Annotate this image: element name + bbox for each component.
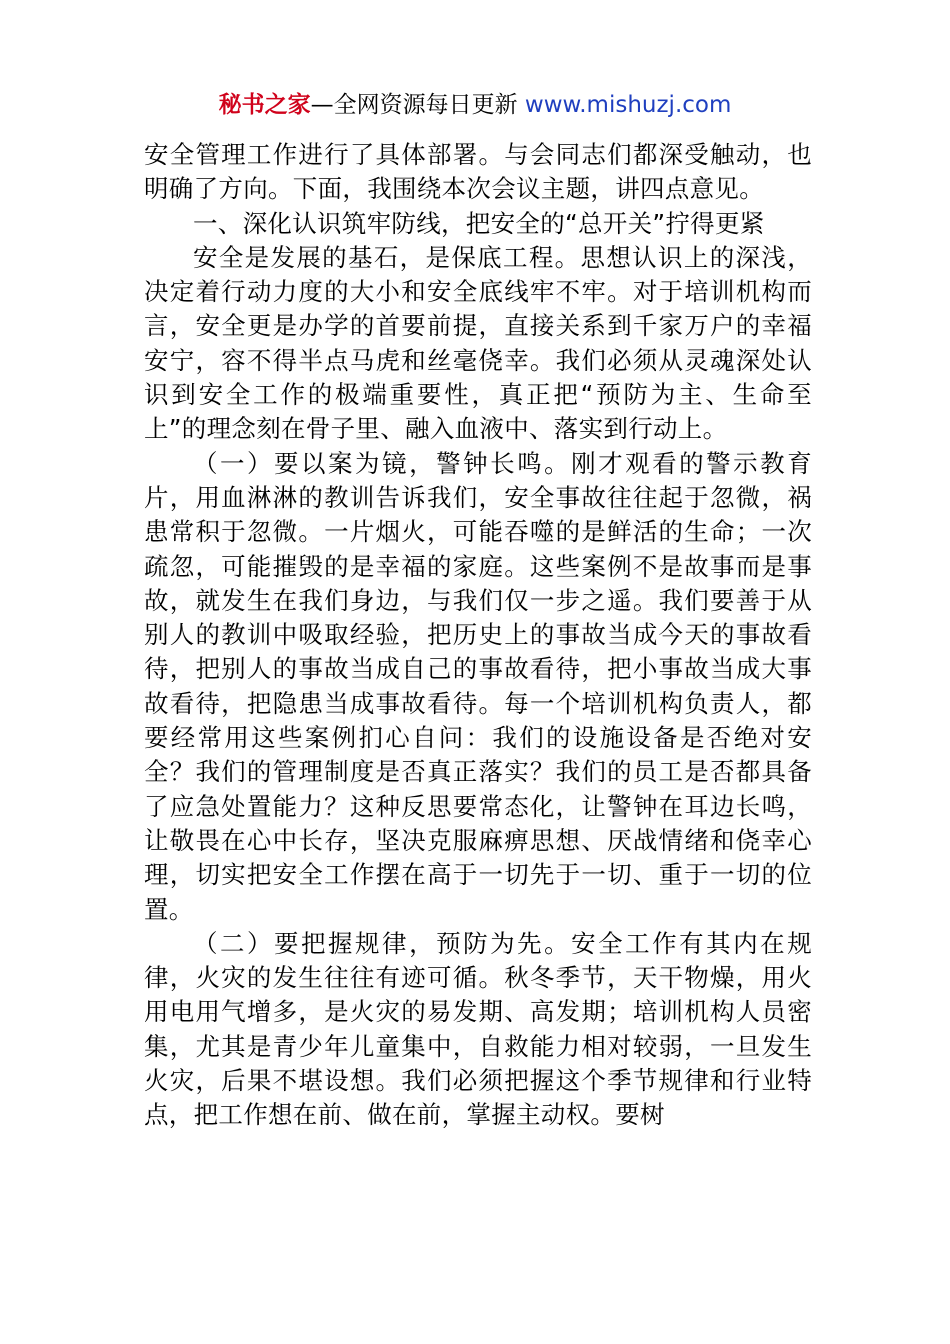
paragraph: 安全是发展的基石，是保底工程。思想认识上的深浅，决定着行动力度的大小和安全底线牢不牢。对于培训机构而言，安全更是办学的首要前提，直接关系到千家万户的幸福安宁，容不得半点马虎和丝毫侥幸。我们必须从灵魂深处认识到安全工作的极端重要性，真正把“预防为主、生命至上”的理念刻在骨子里、融入血液中、落实到行动上。 [144,242,812,444]
brand-name: 秘书之家 [218,92,311,118]
paragraph: （二）要把握规律，预防为先。安全工作有其内在规律，火灾的发生往往有迹可循。秋冬季节，天干物燥，用火用电用气增多，是火灾的易发期、高发期；培训机构人员密集，尤其是青少年儿童集中，自救能力相对较弱，一旦发生火灾，后果不堪设想。我们必须把握这个季节规律和行业特点，把工作想在前、做在前，掌握主动权。要树 [144,928,812,1130]
document-body [144,138,812,1133]
paragraph-continuation: 安全管理工作进行了具体部署。与会同志们都深受触动，也明确了方向。下面，我围绕本次会议主题，讲四点意见。 [144,140,812,204]
section-heading: 一、深化认识筑牢防线，把安全的“总开关”拧得更紧 [193,208,765,238]
page-header [0,88,950,122]
header-tagline: —全网资源每日更新 [310,92,525,118]
site-url[interactable]: www.mishuzj.com [524,92,732,118]
paragraph: （一）要以案为镜，警钟长鸣。刚才观看的警示教育片，用血淋淋的教训告诉我们，安全事故往往起于忽微，祸患常积于忽微。一片烟火，可能吞噬的是鲜活的生命；一次疏忽，可能摧毁的是幸福的家庭。这些案例不是故事而是事故，就发生在我们身边，与我们仅一步之遥。我们要善于从别人的教训中吸取经验，把历史上的事故当成今天的事故看待，把别人的事故当成自己的事故看待，把小事故当成大事故看待，把隐患当成事故看待。每一个培训机构负责人，都要经常用这些案例扪心自问：我们的设施设备是否绝对安全？我们的管理制度是否真正落实？我们的员工是否都具备了应急处置能力？这种反思要常态化，让警钟在耳边长鸣，让敬畏在心中长存，坚决克服麻痹思想、厌战情绪和侥幸心理，切实把安全工作摆在高于一切先于一切、重于一切的位置。 [144,448,812,924]
